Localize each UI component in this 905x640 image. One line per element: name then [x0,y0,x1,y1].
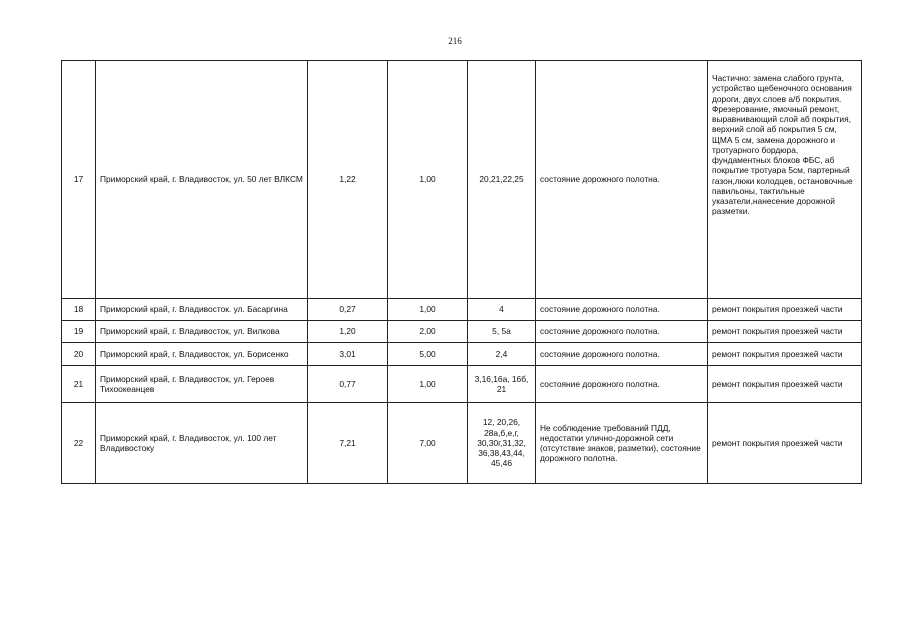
house-numbers: 12, 20,26, 28а,б,е,г, 30,30г,31,32, 36,38,43,44, 45,46 [468,403,536,484]
table-row [62,343,862,366]
road-condition: состояние дорожного полотна. [536,61,708,299]
road-width: 5,00 [388,343,468,366]
road-width: 1,00 [388,299,468,321]
table-row [62,321,862,343]
road-address: Приморский край, г. Владивосток, ул. 100 лет Владивостоку [96,403,308,484]
road-width: 2,00 [388,321,468,343]
row-number: 17 [62,61,96,299]
house-numbers: 2,4 [468,343,536,366]
table-row [62,61,862,299]
row-number: 21 [62,366,96,403]
row-number: 19 [62,321,96,343]
row-number: 22 [62,403,96,484]
road-address: Приморский край, г. Владивосток, ул. Героев Тихоокеанцев [96,366,308,403]
road-address: Приморский край, г. Владивосток, ул. Борисенко [96,343,308,366]
road-length: 1,20 [308,321,388,343]
road-length: 0,27 [308,299,388,321]
table-row [62,366,862,403]
table-row [62,403,862,484]
planned-works: ремонт покрытия проезжей части [708,403,862,484]
road-length: 0,77 [308,366,388,403]
planned-works: ремонт покрытия проезжей части [708,321,862,343]
planned-works: ремонт покрытия проезжей части [708,299,862,321]
planned-works: ремонт покрытия проезжей части [708,366,862,403]
road-width: 7,00 [388,403,468,484]
page-number: 216 [448,36,462,46]
road-condition: состояние дорожного полотна. [536,299,708,321]
road-length: 3,01 [308,343,388,366]
road-address: Приморский край, г. Владивосток, ул. 50 лет ВЛКСМ [96,61,308,299]
road-address: Приморский край, г. Владивосток, ул. Вилкова [96,321,308,343]
house-numbers: 20,21,22,25 [468,61,536,299]
row-number: 18 [62,299,96,321]
road-condition: состояние дорожного полотна. [536,343,708,366]
road-repair-table [61,60,862,484]
road-length: 1,22 [308,61,388,299]
row-number: 20 [62,343,96,366]
road-condition: Не соблюдение требований ПДД, недостатки улично-дорожной сети (отсутствие знаков, разметки), состояние дорожного полотна. [536,403,708,484]
road-address: Приморский край, г. Владивосток. ул. Басаргина [96,299,308,321]
road-condition: состояние дорожного полотна. [536,321,708,343]
planned-works: ремонт покрытия проезжей части [708,343,862,366]
table-row [62,299,862,321]
house-numbers: 5, 5а [468,321,536,343]
house-numbers: 4 [468,299,536,321]
road-width: 1,00 [388,61,468,299]
road-condition: состояние дорожного полотна. [536,366,708,403]
road-length: 7,21 [308,403,388,484]
planned-works: Частично: замена слабого грунта, устройство щебеночного основания дороги, двух слоев а/б покрытия. Фрезерование, ямочный ремонт, выравнивающий слой аб покрытия, верхний слой аб покрытия 5 см, ЩМА 5 см, замена дорожного и тротуарного бордюра, фундаментных блоков ФБС, аб покрытие тротуара 5см, партерный газон,люки колодцев, остановочные павильоны, тактильные указатели,нанесение дорожной разметки. [708,61,862,299]
road-width: 1,00 [388,366,468,403]
house-numbers: 3,16,16а, 16б, 21 [468,366,536,403]
